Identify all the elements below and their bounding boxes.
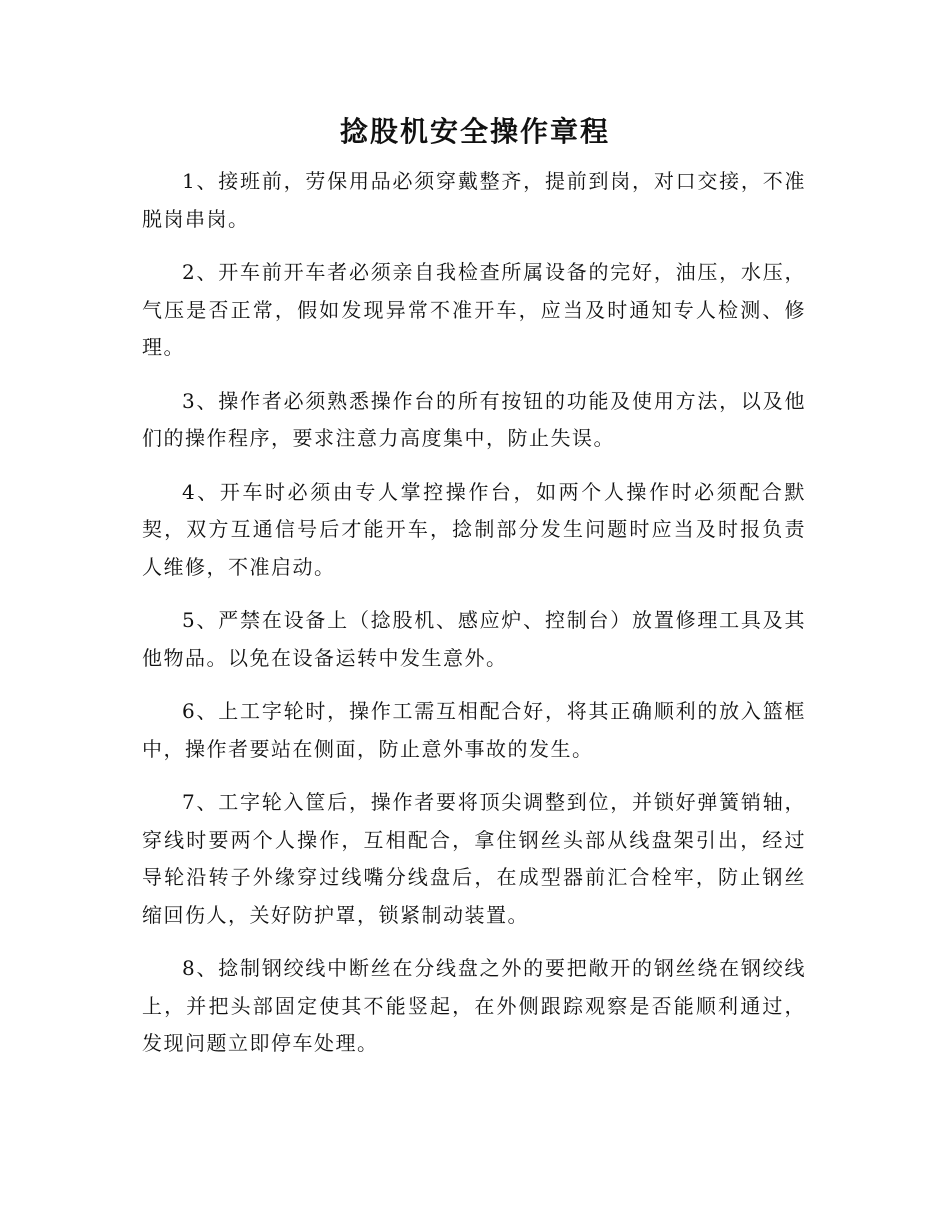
paragraph-1: 1、接班前，劳保用品必须穿戴整齐，提前到岗，对口交接，不准脱岗串岗。 bbox=[142, 169, 806, 231]
paragraph-7: 7、工字轮入筐后，操作者要将顶尖调整到位，并锁好弹簧销轴，穿线时要两个人操作，互相配合，拿住钢丝头部从线盘架引出，经过导轮沿转子外缘穿过线嘴分线盘后，在成型器前汇合栓牢，防止钢丝缩回伤人，关好防护罩，锁紧制动装置。 bbox=[142, 790, 806, 927]
paragraph-3: 3、操作者必须熟悉操作台的所有按钮的功能及使用方法，以及他们的操作程序，要求注意力高度集中，防止失误。 bbox=[142, 388, 806, 450]
document-body bbox=[142, 163, 806, 1079]
paragraph-4: 4、开车时必须由专人掌控操作台，如两个人操作时必须配合默契，双方互通信号后才能开车，捻制部分发生问题时应当及时报负责人维修，不准启动。 bbox=[142, 479, 806, 579]
paragraph-8: 8、捻制钢绞线中断丝在分线盘之外的要把敞开的钢丝绕在钢绞线上，并把头部固定使其不能竖起，在外侧跟踪观察是否能顺利通过，发现问题立即停车处理。 bbox=[142, 956, 806, 1055]
document-title: 捻股机安全操作章程 bbox=[339, 115, 610, 148]
paragraph-2: 2、开车前开车者必须亲自我检查所属设备的完好，油压，水压，气压是否正常，假如发现异常不准开车，应当及时通知专人检测、修理。 bbox=[142, 260, 806, 359]
paragraph-5: 5、严禁在设备上（捻股机、感应炉、控制台）放置修理工具及其他物品。以免在设备运转中发生意外。 bbox=[142, 608, 806, 670]
paragraph-6: 6、上工字轮时，操作工需互相配合好，将其正确顺利的放入篮框中，操作者要站在侧面，防止意外事故的发生。 bbox=[142, 699, 806, 761]
